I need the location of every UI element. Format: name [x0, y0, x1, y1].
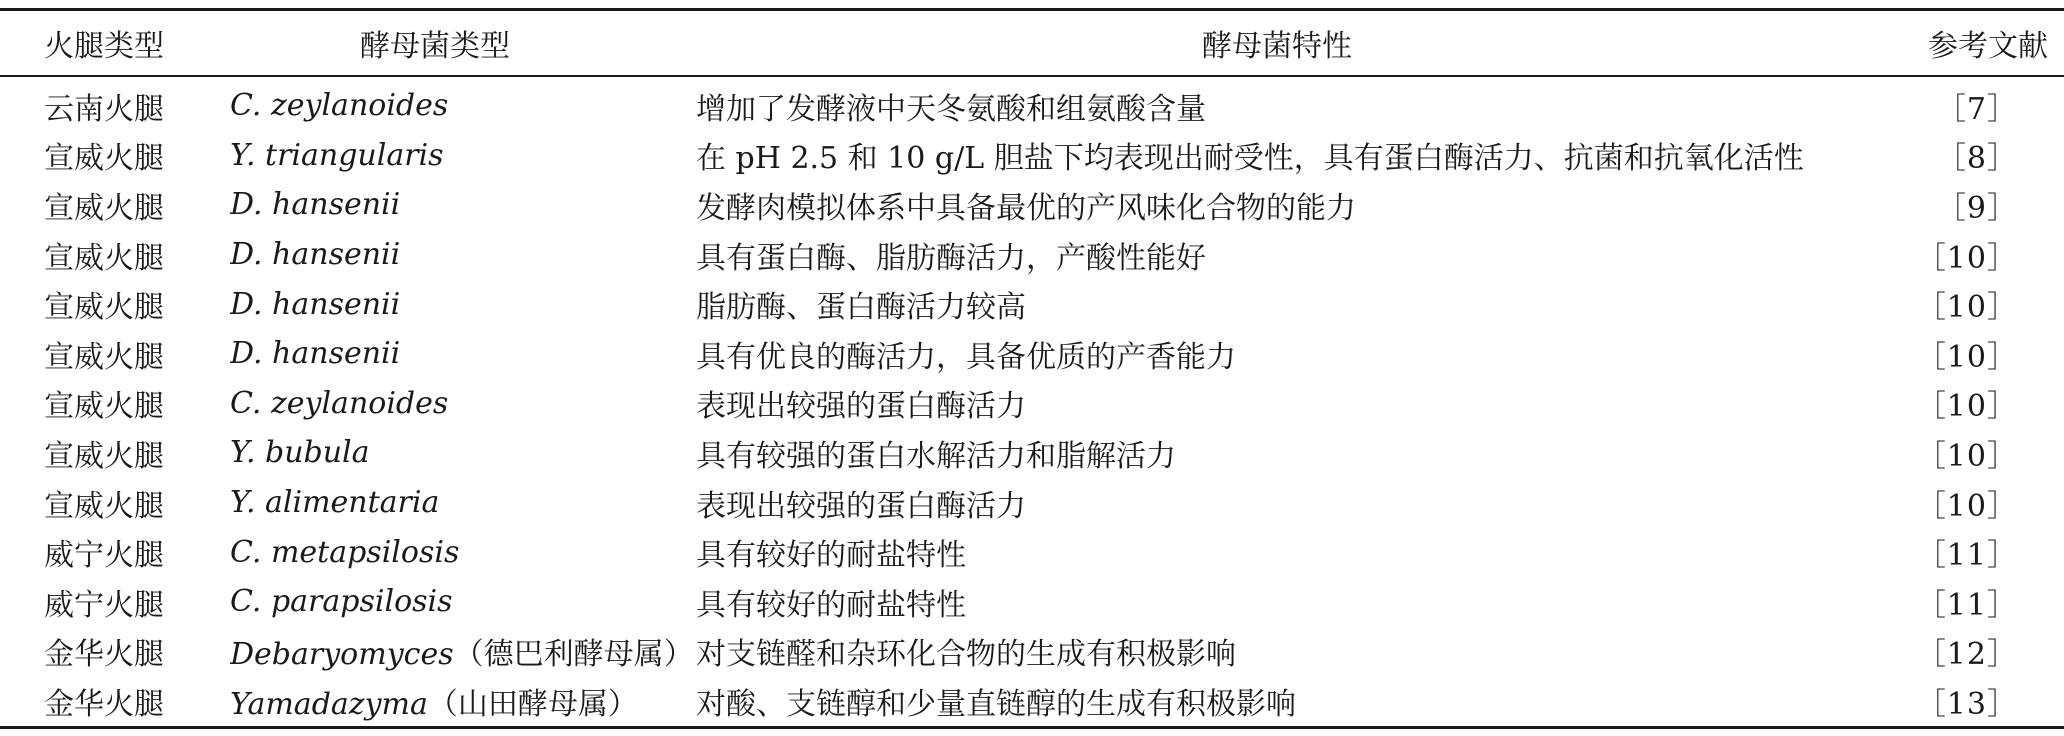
cell-reference: ［12］ — [1915, 637, 2018, 673]
cell-reference: ［10］ — [1915, 240, 2018, 276]
header-yeast-type: 酵母菌类型 — [360, 29, 510, 64]
cell-yeast-property: 发酵肉模拟体系中具备最优的产风味化合物的能力 — [696, 190, 1356, 226]
table-body — [0, 76, 2064, 727]
table-row — [0, 329, 2064, 379]
table-header — [0, 10, 2064, 77]
table-row — [0, 230, 2064, 280]
table-row — [0, 577, 2064, 627]
header-yeast-property: 酵母菌特性 — [1202, 29, 1352, 64]
yeast-name: Y. bubula — [230, 435, 370, 471]
cell-ham-type: 宣威火腿 — [44, 389, 164, 425]
yeast-name: Yamadazyma — [230, 686, 428, 722]
yeast-name: D. hansenii — [230, 187, 401, 223]
cell-reference: ［11］ — [1915, 538, 2018, 574]
table-row — [0, 676, 2064, 727]
cell-yeast-property: 具有优良的酶活力，具备优质的产香能力 — [696, 339, 1236, 375]
cell-ham-type: 宣威火腿 — [44, 339, 164, 375]
table-row — [0, 131, 2064, 181]
table-row — [0, 180, 2064, 230]
cell-ham-type: 金华火腿 — [44, 686, 164, 722]
cell-yeast-property: 对支链醛和杂环化合物的生成有积极影响 — [696, 637, 1236, 673]
cell-yeast-property: 表现出较强的蛋白酶活力 — [696, 389, 1026, 425]
header-reference: 参考文献 — [1928, 29, 2048, 64]
cell-yeast-property: 对酸、支链醇和少量直链醇的生成有积极影响 — [696, 686, 1296, 722]
yeast-name: Debaryomyces — [230, 637, 454, 673]
yeast-name: D. hansenii — [230, 336, 401, 372]
cell-ham-type: 威宁火腿 — [44, 587, 164, 623]
header-ham-type: 火腿类型 — [44, 29, 164, 64]
header-row — [0, 10, 2064, 77]
yeast-name: D. hansenii — [230, 286, 401, 322]
cell-reference: ［9］ — [1935, 190, 2018, 226]
yeast-name: C. parapsilosis — [230, 584, 453, 620]
table-row — [0, 478, 2064, 528]
cell-yeast-type — [230, 428, 694, 478]
cell-reference: ［10］ — [1915, 389, 2018, 425]
cell-ham-type: 云南火腿 — [44, 91, 164, 127]
cell-reference: ［10］ — [1915, 290, 2018, 326]
table-row — [0, 76, 2064, 131]
cell-ham-type: 宣威火腿 — [44, 290, 164, 326]
cell-reference: ［10］ — [1915, 339, 2018, 375]
cell-reference: ［10］ — [1915, 438, 2018, 474]
cell-ham-type: 宣威火腿 — [44, 438, 164, 474]
table-row — [0, 379, 2064, 429]
cell-yeast-type — [230, 329, 694, 379]
cell-yeast-property: 具有蛋白酶、脂肪酶活力，产酸性能好 — [696, 240, 1206, 276]
cell-yeast-type — [230, 131, 694, 181]
yeast-name: Y. alimentaria — [230, 485, 440, 521]
cell-ham-type: 威宁火腿 — [44, 538, 164, 574]
cell-reference: ［8］ — [1935, 141, 2018, 177]
table-row — [0, 279, 2064, 329]
yeast-table-container — [0, 8, 2064, 729]
cell-yeast-type — [230, 527, 694, 577]
cell-yeast-type — [230, 676, 694, 727]
cell-yeast-type — [230, 577, 694, 627]
cell-yeast-property: 表现出较强的蛋白酶活力 — [696, 488, 1026, 524]
cell-yeast-property: 脂肪酶、蛋白酶活力较高 — [696, 290, 1026, 326]
cell-yeast-property: 在 pH 2.5 和 10 g/L 胆盐下均表现出耐受性，具有蛋白酶活力、抗菌和抗氧化活性 — [696, 141, 1804, 177]
cell-yeast-type — [230, 627, 694, 677]
cell-yeast-property: 具有较好的耐盐特性 — [696, 538, 966, 574]
table-row — [0, 527, 2064, 577]
cell-yeast-property: 增加了发酵液中天冬氨酸和组氨酸含量 — [696, 91, 1206, 127]
cell-yeast-type — [230, 379, 694, 429]
yeast-genus-note: （德巴利酵母属） — [453, 637, 694, 673]
cell-ham-type: 宣威火腿 — [44, 488, 164, 524]
cell-yeast-property: 具有较强的蛋白水解活力和脂解活力 — [696, 438, 1176, 474]
cell-yeast-type — [230, 180, 694, 230]
cell-reference: ［10］ — [1915, 488, 2018, 524]
cell-ham-type: 宣威火腿 — [44, 141, 164, 177]
yeast-name: D. hansenii — [230, 237, 401, 273]
cell-reference: ［7］ — [1935, 91, 2018, 127]
cell-ham-type: 金华火腿 — [44, 637, 164, 673]
cell-ham-type: 宣威火腿 — [44, 240, 164, 276]
cell-yeast-type — [230, 76, 694, 131]
cell-ham-type: 宣威火腿 — [44, 190, 164, 226]
yeast-characteristics-table — [0, 8, 2064, 729]
cell-yeast-type — [230, 279, 694, 329]
yeast-name: C. metapsilosis — [230, 534, 460, 570]
cell-yeast-property: 具有较好的耐盐特性 — [696, 587, 966, 623]
yeast-name: C. zeylanoides — [230, 385, 449, 421]
yeast-name: Y. triangularis — [230, 137, 444, 173]
cell-yeast-type — [230, 230, 694, 280]
cell-yeast-type — [230, 478, 694, 528]
table-row — [0, 627, 2064, 677]
cell-reference: ［13］ — [1915, 686, 2018, 722]
cell-reference: ［11］ — [1915, 587, 2018, 623]
yeast-name: C. zeylanoides — [230, 88, 449, 124]
yeast-genus-note: （山田酵母属） — [427, 686, 638, 722]
table-row — [0, 428, 2064, 478]
